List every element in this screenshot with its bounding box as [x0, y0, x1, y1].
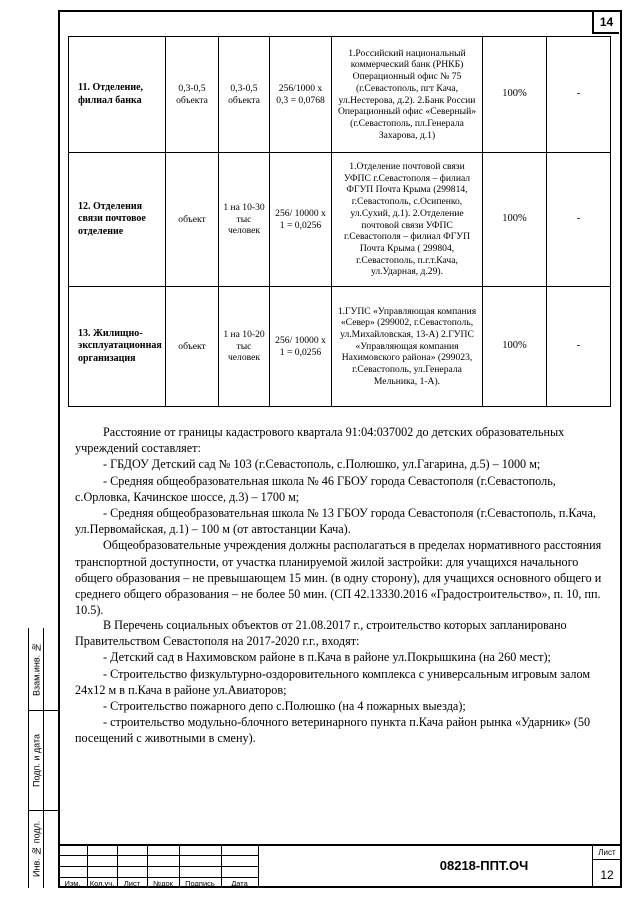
- planned-item-vet-point: - строительство модульно-блочного ветеринарного пункта п.Кача район рынка «Ударник» (50 посещений с животными в смену).: [75, 715, 591, 746]
- label-podpis: Подпись: [185, 879, 215, 888]
- planned-objects-section: [75, 617, 607, 747]
- row-dash: -: [547, 153, 611, 287]
- row-dash: -: [547, 287, 611, 407]
- transport-norm-paragraph: Общеобразовательные учреждения должны располагаться в пределах нормативного расстояния транспортной доступности, от участка планируемой жилой застройки: для учащихся начального общего образования – не превышающем 15 мин. (в одну сторону), для учащихся основного общего и среднего общего образования – не более 50 мин. (СП 42.13330.2016 «Градостроительство», п. 10, пп. 10.5).: [75, 538, 602, 618]
- school-46-item: - Средняя общеобразовательная школа № 46 ГБОУ города Севастополя (г.Севастополь, с.Орловка, Качинское шоссе, д.3) – 1700 м;: [75, 473, 556, 504]
- label-kol-uch: Кол.уч.: [89, 879, 115, 888]
- table-row: [69, 37, 611, 153]
- row-norm-calc: 1 на 10-30 тыс человек: [219, 153, 270, 287]
- row-existing: 1.ГУПС «Управляющая компания «Север» (299002, г.Севастополь, ул.Михайловская, 13-А) 2.ГУПС «Управляющая компания Нахимовского района» (299023, г.Севастополь, ул.Генерала Мельника, 1-А).: [332, 287, 483, 407]
- sheet-number: 12: [600, 868, 614, 882]
- planned-objects-intro: В Перечень социальных объектов от 21.08.2017 г., строительство которых запланировано Правительством Севастополя на 2017-2020 г.г., входят:: [75, 618, 567, 649]
- distances-intro: Расстояние от границы кадастрового квартала 91:04:037002 до детских образовательных учреждений составляет:: [75, 425, 565, 456]
- table-row: [69, 153, 611, 287]
- side-inv-label: Инв. № подл.: [31, 820, 42, 878]
- row-norm: объект: [166, 287, 219, 407]
- label-ndok: №док: [153, 879, 173, 888]
- planned-item-sports-complex: - Строительство физкультурно-оздоровительного комплекса с универсальным игровым залом 24х12 м в п.Кача в районе ул.Авиаторов;: [75, 666, 591, 697]
- side-podp-label: Подп. и дата: [31, 733, 42, 787]
- planned-item-kindergarten: - Детский сад в Нахимовском районе в п.Кача в районе ул.Покрышкина (на 260 мест);: [103, 650, 551, 665]
- label-data: Дата: [231, 879, 248, 888]
- planned-item-fire-depot: - Строительство пожарного депо с.Полюшко (на 4 пожарных выезда);: [103, 699, 466, 714]
- social-objects-table: [68, 36, 611, 407]
- distances-section: [75, 424, 607, 618]
- sheet-label: Лист: [598, 848, 616, 857]
- row-percent: 100%: [483, 153, 547, 287]
- kindergarten-item: - ГБДОУ Детский сад № 103 (г.Севастополь, с.Полюшко, ул.Гагарина, д.5) – 1000 м;: [103, 457, 541, 472]
- row-norm-calc: 1 на 10-20 тыс человек: [219, 287, 270, 407]
- side-vzam-label: Взам.инв. №: [31, 642, 42, 696]
- school-13-item: - Средняя общеобразовательная школа № 13 ГБОУ города Севастополя (г.Севастополь, п.Кача, ул.Первомайская, д.1) – 100 м (от автостанции Кача).: [75, 506, 596, 537]
- table-row: [69, 287, 611, 407]
- row-norm-calc: 0,3-0,5 объекта: [219, 37, 270, 153]
- row-name: 12. Отделения связи почтовое отделение: [69, 153, 166, 287]
- side-stamp: [28, 628, 58, 888]
- row-percent: 100%: [483, 287, 547, 407]
- title-block: [58, 844, 622, 888]
- row-name: 13. Жилищно-эксплуатационная организация: [69, 287, 166, 407]
- row-percent: 100%: [483, 37, 547, 153]
- row-calc: 256/ 10000 х 1 = 0,0256: [270, 153, 332, 287]
- row-calc: 256/ 10000 х 1 = 0,0256: [270, 287, 332, 407]
- row-existing: 1.Российский национальный коммерческий банк (РНКБ) Операционный офис № 75 (г.Севастополь, пгт Кача, ул.Нестерова, д.2). 2.Банк России Операционный офис «Северный» (г.Севастополь, пл.Генерала Захарова, д.1): [332, 37, 483, 153]
- label-izm: Изм.: [64, 879, 81, 888]
- row-existing: 1.Отделение почтовой связи УФПС г.Севастополя – филиал ФГУП Почта Крыма (299814, г.Севастополь, с.Осипенко, ул.Сухий, д.1). 2.Отделение почтовой связи УФПС г.Севастополя – филиал ФГУП Почта Крыма ( 299804, г.Севастополь, п.г.т.Кача, ул.Ударная, д.29).: [332, 153, 483, 287]
- document-code: 08218-ППТ.ОЧ: [439, 858, 529, 873]
- label-list: Лист: [123, 879, 141, 888]
- row-dash: -: [547, 37, 611, 153]
- row-norm: объект: [166, 153, 219, 287]
- row-calc: 256/1000 х 0,3 = 0,0768: [270, 37, 332, 153]
- page-number: 14: [592, 12, 619, 34]
- row-name: 11. Отделение, филиал банка: [69, 37, 166, 153]
- row-norm: 0,3-0,5 объекта: [166, 37, 219, 153]
